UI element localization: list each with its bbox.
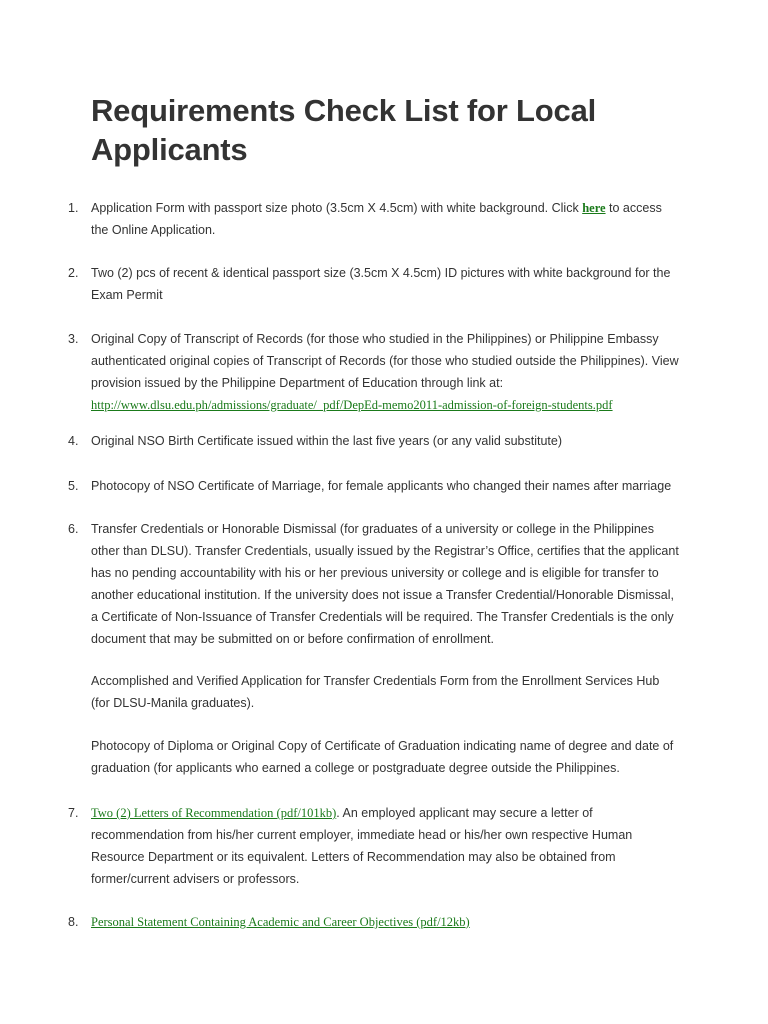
- recommendation-letters-link[interactable]: Two (2) Letters of Recommendation (pdf/101kb): [91, 806, 337, 820]
- personal-statement-link[interactable]: Personal Statement Containing Academic and Career Objectives (pdf/12kb): [91, 915, 470, 929]
- online-application-link[interactable]: here: [582, 201, 606, 215]
- list-number: 1.: [68, 201, 79, 215]
- item-text-start: Application Form with passport size photo (3.5cm X 4.5cm) with white background. Click: [91, 201, 583, 215]
- list-item-text: Photocopy of NSO Certificate of Marriage, for female applicants who changed their names after marriage: [91, 479, 672, 493]
- list-number: 2.: [68, 266, 79, 280]
- item-text-end: to access the Online Application.: [91, 201, 662, 237]
- page-title: Requirements Check List for Local Applicants: [91, 93, 597, 167]
- list-item-text: [91, 802, 681, 890]
- item-text-start: Original Copy of Transcript of Records (for those who studied in the Philippines) or Philippine Embassy authenticated original copies of Transcript of Records (for those who studied outside the Philippines). View provision issued by the Philippine Department of Education through link at:: [91, 332, 679, 390]
- list-number: 3.: [68, 332, 79, 346]
- list-item-text: Two (2) pcs of recent & identical passport size (3.5cm X 4.5cm) ID pictures with white background for the Exam Permit: [91, 266, 671, 302]
- list-item-subparagraph: Photocopy of Diploma or Original Copy of Certificate of Graduation indicating name of degree and date of graduation (for applicants who earned a college or postgraduate degree outside the Philippines.: [91, 739, 674, 775]
- list-item-text: Original NSO Birth Certificate issued within the last five years (or any valid substitute): [91, 434, 563, 448]
- list-item-text: Transfer Credentials or Honorable Dismissal (for graduates of a university or college in the Philippines other than DLSU). Transfer Credentials, usually issued by the Registrar’s Office, certifies that the applicant has no pending accountability with his or her previous university or college and is eligible for transfer to another educational institution. If the university does not issue a Transfer Credential/Honorable Dismissal, a Certificate of Non-Issuance of Transfer Credentials will be required. The Transfer Credentials is the only document that may be submitted on or before confirmation of enrollment.: [91, 522, 679, 646]
- list-item-subparagraph: Accomplished and Verified Application for Transfer Credentials Form from the Enrollment Services Hub (for DLSU-Manila graduates).: [91, 674, 660, 710]
- list-number: 6.: [68, 522, 79, 536]
- list-number: 8.: [68, 915, 79, 929]
- list-number: 7.: [68, 806, 79, 820]
- list-item-text: [91, 328, 681, 416]
- list-item-text: [91, 911, 681, 933]
- item-text-end: . An employed applicant may secure a letter of recommendation from his/her current employer, immediate head or his/her own respective Human Resource Department or its equivalent. Letters of Recommendation may also be obtained from former/current advisers or professors.: [91, 806, 633, 886]
- list-number: 4.: [68, 434, 79, 448]
- deped-memo-link[interactable]: http://www.dlsu.edu.ph/admissions/graduate/_pdf/DepEd-memo2011-admission-of-foreign-students.pdf: [91, 398, 613, 412]
- list-item-text: [91, 197, 681, 241]
- list-number: 5.: [68, 479, 79, 493]
